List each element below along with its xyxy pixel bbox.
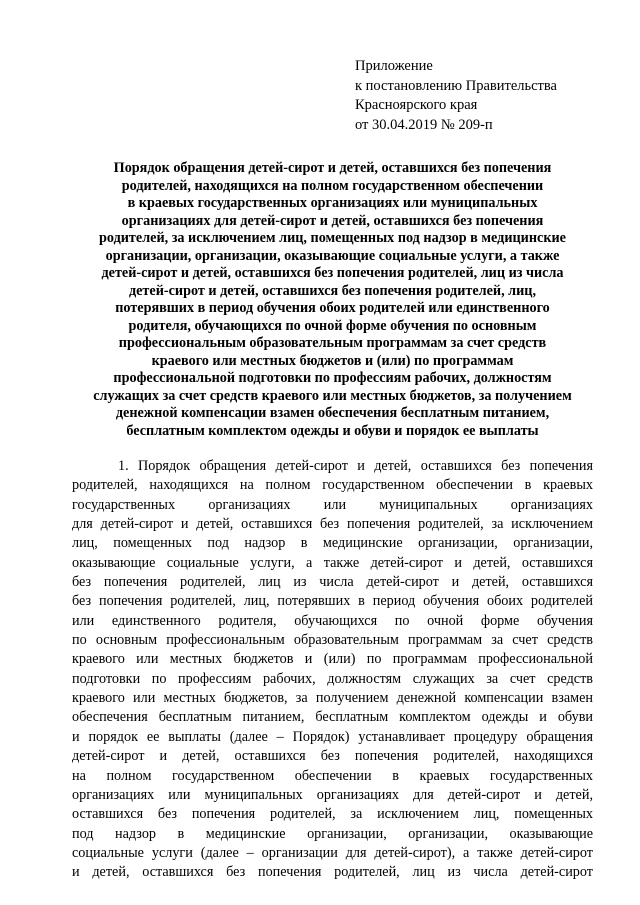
- title-line: детей-сирот и детей, оставшихся без попечения родителей, лиц из числа: [101, 265, 564, 281]
- title-line: краевого или местных бюджетов и (или) по программам: [151, 352, 514, 369]
- title-line: родителя, обучающихся по очной форме обучения по основным: [128, 317, 537, 334]
- body-line: краевого или местных бюджетов и (или) по программам профессиональной: [72, 651, 593, 668]
- title-line: организации, организации, оказывающие социальные услуги, а также: [105, 247, 560, 264]
- body-line: по основным профессиональным образовательным программам за счет средств: [72, 632, 593, 649]
- body-line: лиц, помещенных под надзор в медицинские организации, организации,: [72, 535, 593, 552]
- appendix-header: [355, 57, 625, 135]
- body-line: родителей, находящихся на полном государственном обеспечении в краевых: [72, 477, 593, 494]
- body-line: оказывающие социальные услуги, а также детей-сирот и детей, оставшихся: [72, 554, 593, 571]
- body-line: детей-сирот и детей, оставшихся без попечения родителей, находящихся: [72, 748, 593, 765]
- title-line: бесплатным комплектом одежды и обуви и порядок ее выплаты: [126, 422, 539, 439]
- appendix-line: Приложение: [355, 58, 433, 74]
- body-line: краевого или местных бюджетов, за получением денежной компенсации взамен: [72, 690, 593, 707]
- body-paragraph: [72, 457, 593, 883]
- title-line: в краевых государственных организациях или муниципальных: [127, 195, 538, 211]
- body-line: для детей-сирот и детей, оставшихся без попечения родителей, за исключением: [72, 516, 593, 533]
- body-line: организациях или муниципальных организациях для детей-сирот и детей,: [72, 786, 593, 803]
- body-line: на полном государственном обеспечении в краевых государственных: [72, 767, 593, 784]
- body-line: или единственного родителя, обучающихся по очной форме обучения: [72, 612, 593, 629]
- title-line: организациях для детей-сирот и детей, оставшихся без попечения: [121, 212, 544, 229]
- title-line: Порядок обращения детей-сирот и детей, оставшихся без попечения: [113, 160, 552, 176]
- appendix-line: к постановлению Правительства: [355, 77, 557, 94]
- title-line: родителей, за исключением лиц, помещенных под надзор в медицинские: [99, 230, 566, 246]
- body-line: обеспечения бесплатным питанием, бесплатным комплектом одежды и обуви: [72, 709, 593, 726]
- title-line: детей-сирот и детей, оставшихся без попечения родителей, лиц,: [128, 282, 537, 299]
- title-line: потерявших в период обучения обоих родителей или единственного: [115, 300, 550, 316]
- title-line: профессиональной подготовки по профессиям рабочих, должностям: [113, 370, 552, 386]
- body-line: без попечения родителей, лиц, потерявших в период обучения обоих родителей: [72, 593, 593, 610]
- title-line: служащих за счет средств краевого или местных бюджетов, за получением: [93, 387, 572, 404]
- body-line: под надзор в медицинские организации, организации, оказывающие: [72, 825, 593, 842]
- appendix-line: от 30.04.2019 № 209-п: [355, 116, 493, 133]
- body-line: государственных организациях или муниципальных организациях: [72, 496, 593, 513]
- body-line: оставшихся без попечения родителей, за исключением лиц, помещенных: [72, 806, 593, 823]
- body-line: социальные услуги (далее – организации для детей-сирот), а также детей-сирот: [72, 844, 593, 861]
- document-title: [72, 160, 593, 440]
- appendix-line: Красноярского края: [355, 97, 478, 113]
- body-line: 1. Порядок обращения детей-сирот и детей, оставшихся без попечения: [118, 458, 593, 474]
- title-line: родителей, находящихся на полном государственном обеспечении: [121, 177, 544, 194]
- title-line: профессиональным образовательным программам за счет средств: [118, 335, 547, 351]
- body-line: и детей, оставшихся без попечения родителей, лиц из числа детей-сирот: [72, 864, 593, 881]
- body-line: подготовки по профессиям рабочих, должностям служащих за счет средств: [72, 670, 593, 687]
- body-line: и порядок ее выплаты (далее – Порядок) устанавливает процедуру обращения: [72, 728, 593, 745]
- body-line: без попечения родителей, лиц из числа детей-сирот и детей, оставшихся: [72, 574, 593, 591]
- title-line: денежной компенсации взамен обеспечения бесплатным питанием,: [115, 405, 550, 421]
